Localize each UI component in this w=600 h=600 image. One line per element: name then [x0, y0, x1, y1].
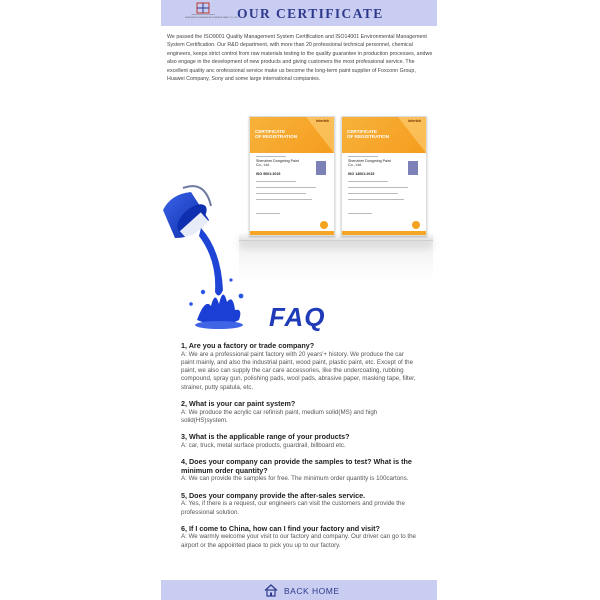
faq-heading: FAQ — [269, 302, 326, 332]
faq-list — [181, 342, 417, 558]
faq-answer: A: We can provide the samples for free. The minimum order quantity is 100cartons. — [181, 475, 409, 483]
faq-answer: A: We produce the acrylic car refinish paint, medium solid(MS) and high solid(HS)system. — [181, 408, 378, 424]
certificate-standard: ISO 9001:2015 — [256, 172, 281, 176]
logo-caption-2: SHENZHEN DONGMING AUTOMOBILE PAINT CO.,LTD. — [185, 16, 239, 19]
faq-answer: A: We warmly welcome your visit to our factory and company. Our driver can go to the airport or the appointed place to pick you up to our factory. — [181, 533, 416, 549]
page-title: OUR CERTIFICATE — [237, 6, 384, 21]
certificate-seal-icon — [320, 221, 328, 229]
logo-mark-icon — [196, 2, 210, 14]
certificate-brand: intertek — [316, 119, 329, 123]
certificate-rule — [256, 156, 286, 157]
certificate-company — [256, 159, 308, 168]
certificate-rule — [348, 199, 404, 200]
faq-answer: A: Yes, if there is a request, our engineers can visit the customers and provide the professional solution. — [181, 500, 405, 516]
certificate-title-line1: CERTIFICATE — [255, 129, 286, 134]
faq-question: 6, If I come to China, how can I find your factory and visit? — [181, 523, 380, 533]
home-icon[interactable] — [264, 584, 278, 597]
certificate-rule — [348, 156, 378, 157]
certificate-company-line1: Shenzhen Dongming Paint — [348, 159, 391, 163]
header-bar — [161, 0, 437, 26]
certificate-company — [348, 159, 400, 168]
certificate-rule — [348, 181, 388, 182]
back-home-link[interactable]: BACK HOME — [284, 585, 340, 596]
certificate-signature-line — [348, 213, 372, 214]
certificate-company-line2: Co., Ltd. — [256, 163, 270, 168]
certificate-company-line1: Shenzhen Dongming Paint — [256, 159, 299, 163]
paint-bucket-splash-icon — [161, 180, 271, 335]
certificate-title — [255, 129, 297, 140]
faq-question: 4, Does your company can provide the samples to test? What is the minimum order quantity? — [181, 457, 412, 475]
certificate-title-line1: CERTIFICATE — [347, 129, 378, 134]
certificate-brand: intertek — [408, 119, 421, 123]
page — [161, 0, 437, 600]
faq-answer: A: We are a professional paint factory with 20 years'+ history. We produce the car paint mainly, and also the industrial paint, wood paint, plastic paint, etc. Except of the paint, we also can supply the car care accessories, like the undercoating, rubbing compound, spray gun, polishing pads, wool pads, abrasive paper, masking tape, filter, strainer, putty spatula, etc. — [181, 350, 416, 391]
certificate-standard: ISO 14001:2015 — [348, 172, 375, 176]
certificate-badge-icon — [408, 161, 418, 175]
logo-caption-1: SHENZHEN DONGMING — [191, 14, 215, 16]
certificate-title-line2: OF REGISTRATION — [255, 134, 298, 140]
certificate-seal-icon — [412, 221, 420, 229]
faq-question: 3, What is the applicable range of your products? — [181, 432, 350, 442]
certificate-badge-icon — [316, 161, 326, 175]
faq-question: 5, Does your company provide the after-sales service. — [181, 490, 366, 500]
faq-question: 1, Are you a factory or trade company? — [181, 341, 315, 350]
certificate-iso14001[interactable] — [341, 116, 427, 236]
faq-answer: A: car, truck, metal surface products, guardrail, billboard etc. — [181, 441, 346, 449]
certificate-company-line2: Co., Ltd. — [348, 163, 362, 168]
certificate-title — [347, 129, 389, 140]
certificate-footer — [342, 231, 426, 235]
certificate-title-line2: OF REGISTRATION — [347, 134, 390, 140]
certificate-rule — [348, 193, 398, 194]
company-logo — [183, 2, 239, 24]
faq-question: 2, What is your car paint system? — [181, 399, 296, 409]
certificate-rule — [348, 187, 408, 188]
back-home-bar[interactable] — [161, 580, 437, 600]
intro-paragraph: We passed the ISO9001 Quality Management System Certification and ISO14001 Environmental Management System Certification. Our R&D department, with more than 20 professional technical personnel, chemical engineers, keeps strict control from raw materials testing to the quality guarantee in production processes, andwe also engage in the development of new products and giving customers the most professional service. The excellent quality anc orofessional service make us become the long-term paint supplier of Foxconn Group, Huawei Company, Sony and some large international companies. — [167, 34, 433, 83]
